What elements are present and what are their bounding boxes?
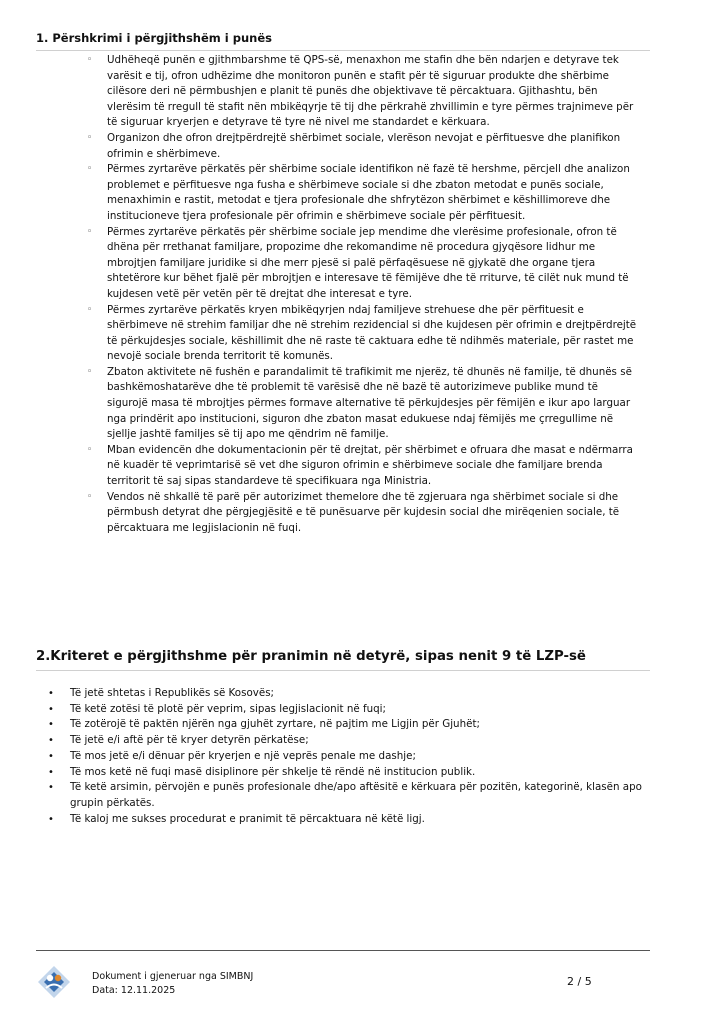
list-item-text: Udhëheqë punën e gjithmbarshme të QPS-së, menaxhon me stafin dhe bën ndarjen e detyrave tek varësit e tij, ofron udhëzime dhe monitoron punën e stafit për të siguruar produkte dhe shërbime cilësore deri në përmbushjen e planit të punës dhe objektivave të përcaktuara. Gjithashtu, bën vlerësim të rregull të stafit nën mbikëqyrje të tij dhe përkrahë zhvillimin e tyre përmes trajnimeve për të siguruar kryerjen e detyrave të tyre në nivel me standardet e kërkuara.	[107, 54, 634, 129]
list-item	[0, 365, 642, 443]
admission-criteria-list	[0, 686, 725, 827]
bullet-icon: ◦	[87, 55, 93, 65]
bullet-icon: ◦	[87, 226, 93, 237]
list-item-text: Të ketë arsimin, përvojën e punës profesionale dhe/apo aftësitë e kërkuara për pozitën, kategorinë, klasën apo grupin përkatës.	[70, 781, 642, 809]
list-item-text: Zbaton aktivitete në fushën e parandalimit të trafikimit me njerëz, të dhunës në familje, të dhunës së bashkëmoshatarëve dhe të problemit të varësisë dhe në bazë të autorizimeve publike mund të sigurojë masa të mbrojtjes përmes formave alternative të përkujdesjes për fëmijën e ikur apo larguar nga prindërit apo institucioni, siguron dhe zbaton masat edukuese ndaj fëmijës me çrregullime në sjellje jashtë familjes së tij apo me qëndrim në familje.	[107, 365, 632, 441]
bullet-icon: ◦	[87, 444, 93, 455]
list-item-text: Vendos në shkallë të parë për autorizimet themelore dhe të zgjeruara nga shërbimet sociale si dhe përmbush detyrat dhe përgjegjësitë e të punësuarve për kujdesin social dhe mirëqenien sociale, të përcaktuara me legjislacionin në fuqi.	[107, 490, 620, 534]
list-item	[0, 717, 650, 733]
list-item-text: Të mos ketë në fuqi masë disiplinore për shkelje të rëndë në institucion publik.	[70, 765, 476, 778]
list-item	[0, 733, 650, 749]
job-description-list	[0, 53, 725, 536]
list-item-text: Mban evidencën dhe dokumentacionin për të drejtat, për shërbimet e ofruara dhe masat e ndërmarra në kuadër të veprimtarisë së vet dhe siguron ofrimin e shërbimeve sociale dhe familjare brenda territorit të saj sipas standardeve të specifikuara nga Ministria.	[107, 443, 633, 488]
bullet-icon: •	[48, 719, 54, 731]
bullet-icon: ◦	[87, 164, 93, 175]
list-item	[0, 131, 642, 162]
list-item-text: Përmes zyrtarëve përkatës për shërbime sociale identifikon në fazë të hershme, përcjell dhe analizon problemet e përfituesve nga fusha e shërbimeve sociale si dhe zbaton metodat e punës sociale, menaxhimin e rastit, metodat e tjera profesionale dhe shfrytëzon shërbimet e këshillimoreve dhe institucioneve tjera profesionale për ofrimin e shërbimeve sociale për përfituesit.	[107, 163, 630, 222]
bullet-icon: ◦	[87, 491, 93, 502]
list-item-text: Të mos jetë e/i dënuar për kryerjen e një veprës penale me dashje;	[70, 749, 416, 762]
section2-divider	[36, 670, 650, 671]
bullet-icon: ◦	[87, 366, 93, 377]
section2-title: 2.Kriteret e përgjithshme për pranimin në detyrë, sipas nenit 9 të LZP-së	[36, 649, 586, 664]
list-item-text: Organizon dhe ofron drejtpërdrejtë shërbimet sociale, vlerëson nevojat e përfituesve dhe planifikon ofrimin e shërbimeve.	[107, 131, 621, 160]
bullet-icon: •	[48, 750, 54, 762]
simbnj-logo-graphic	[36, 964, 72, 1000]
list-item-text: Përmes zyrtarëve përkatës kryen mbikëqyrjen ndaj familjeve strehuese dhe për përfituesit e shërbimeve në strehim familjar dhe në strehim rezidencial si dhe kujdesen për ofrimin e drejtpërdrejtë të përkujdesjes sociale, këshillimit dhe në raste të caktuara edhe të ndihmës materiale, për rastet me nevojë sociale brenda territorit të komunës.	[107, 303, 637, 363]
bullet-icon: ◦	[87, 132, 93, 143]
list-item	[0, 780, 650, 811]
list-item	[0, 765, 650, 781]
list-item-text: Të kaloj me sukses procedurat e pranimit të përcaktuara në këtë ligj.	[70, 812, 425, 825]
bullet-icon: •	[48, 766, 54, 778]
list-item-text: Përmes zyrtarëve përkatës për shërbime sociale jep mendime dhe vlerësime profesionale, ofron të dhëna për rrethanat familjare, propozime dhe rekomandime në procedura gjyqësore lidhur me mbrojtjen familjare juridike si dhe merr pjesë si palë përfaqësuese në gjykatë dhe organe tjera shtetërore kur bëhet fjalë për mbrojtjen e interesave të fëmijëve dhe të rriturve, të cilët nuk mund të kujdesen vetë për vetën për të drejtat dhe interesat e tyre.	[107, 225, 629, 300]
list-item-text: Të ketë zotësi të plotë për veprim, sipas legjislacionit në fuqi;	[70, 702, 386, 715]
list-item	[0, 53, 642, 131]
list-item-text: Të jetë shtetas i Republikës së Kosovës;	[70, 687, 275, 699]
list-item	[0, 443, 642, 490]
simbnj-logo-icon	[36, 964, 72, 1000]
list-item	[0, 162, 642, 224]
page-number: 2 / 5	[567, 975, 592, 988]
footer-generated-by: Dokument i gjeneruar nga SIMBNJ	[92, 971, 254, 982]
list-item	[0, 303, 642, 365]
bullet-icon: •	[48, 782, 54, 794]
section1-title: 1. Përshkrimi i përgjithshëm i punës	[36, 31, 272, 45]
footer-divider	[36, 950, 650, 951]
bullet-icon: ◦	[87, 304, 93, 315]
bullet-icon: •	[48, 703, 54, 715]
list-item-text: Të jetë e/i aftë për të kryer detyrën përkatëse;	[70, 734, 309, 747]
list-item	[0, 702, 650, 718]
list-item-text: Të zotërojë të paktën njërën nga gjuhët zyrtare, në pajtim me Ligjin për Gjuhët;	[70, 718, 480, 731]
bullet-icon: •	[48, 688, 54, 699]
list-item	[0, 686, 650, 702]
footer-date: Data: 12.11.2025	[92, 985, 176, 996]
bullet-icon: •	[48, 813, 54, 825]
list-item	[0, 749, 650, 765]
list-item	[0, 225, 642, 303]
section1-divider	[36, 50, 650, 51]
bullet-icon: •	[48, 735, 54, 747]
list-item	[0, 490, 642, 537]
list-item	[0, 812, 650, 828]
